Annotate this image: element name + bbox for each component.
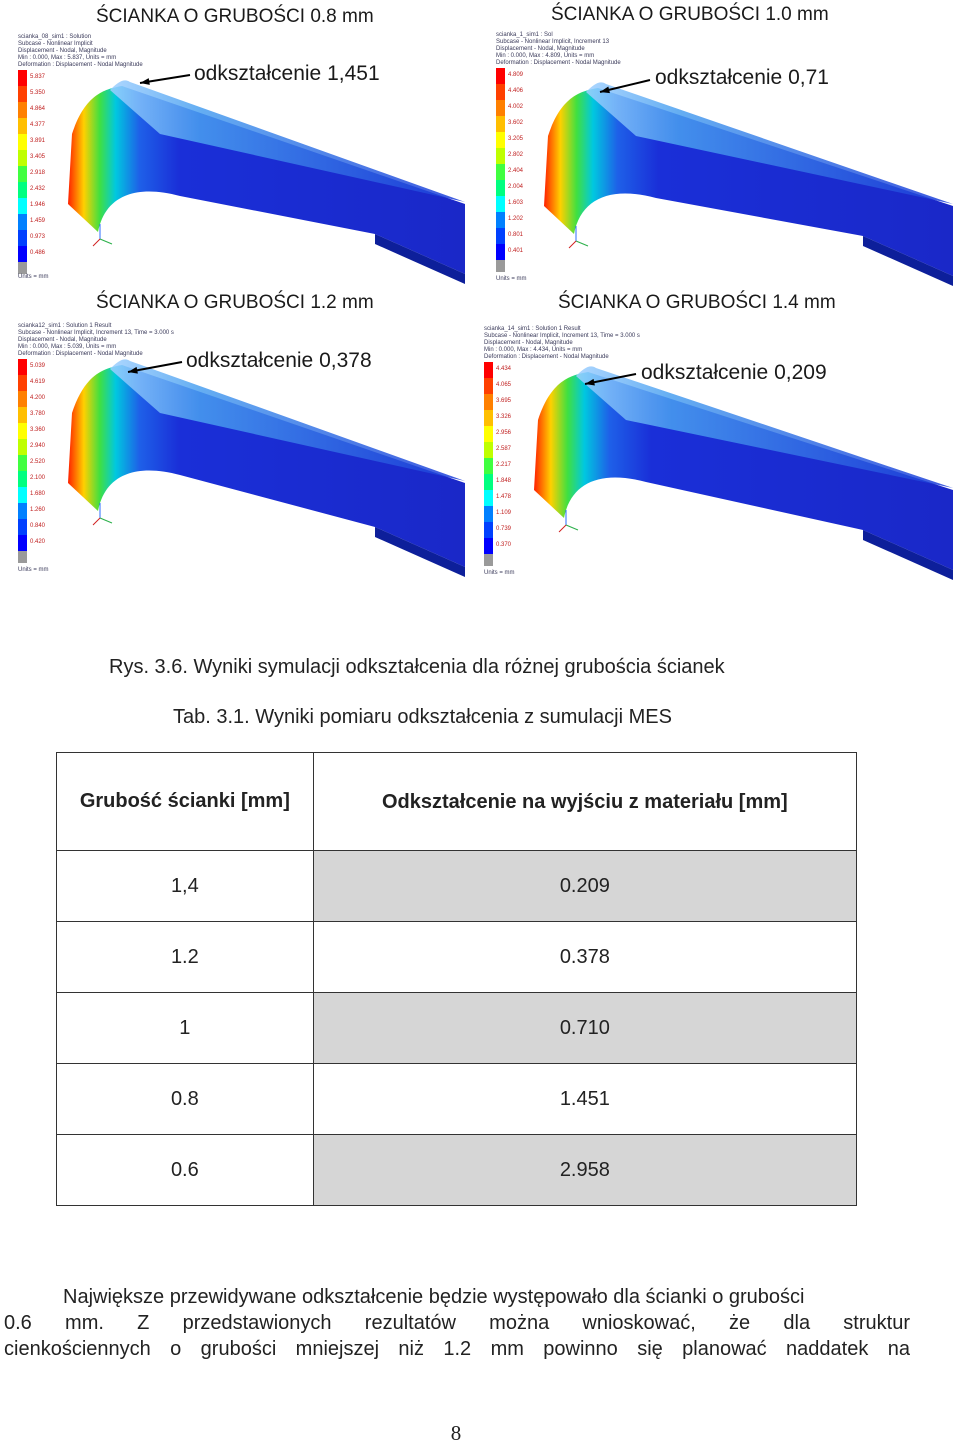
result-header-line: Min : 0.000, Max : 4.809, Units = mm: [496, 53, 595, 59]
legend-value: 0.401: [508, 248, 524, 254]
callout-12: odkształcenie 0,378: [186, 349, 372, 372]
figure-caption: Rys. 3.6. Wyniki symulacji odkształcenia dla różnej grubościa ścianek: [109, 656, 725, 678]
legend-value: 2.940: [30, 443, 46, 449]
legend-value: 4.809: [508, 72, 524, 78]
legend-value: 2.100: [30, 475, 46, 481]
legend-value: 3.205: [508, 136, 524, 142]
result-header-line: Displacement - Nodal, Magnitude: [18, 337, 107, 343]
legend-value: 2.520: [30, 459, 46, 465]
cell-thickness: 0.6: [57, 1135, 314, 1206]
result-header-line: Subcase - Nonlinear Implicit: [18, 41, 93, 47]
table-row: [57, 1064, 857, 1135]
legend-value: 1.946: [30, 202, 46, 208]
result-header-line: Deformation : Displacement - Nodal Magnitude: [18, 351, 143, 357]
page-number: 8: [450, 1421, 462, 1445]
result-header-line: scianka_14_sim1 : Solution 1 Result: [484, 326, 581, 332]
legend-value: 0.801: [508, 232, 524, 238]
result-header-line: Subcase - Nonlinear Implicit, Increment 13, Time = 3.000 s: [18, 330, 174, 336]
table-row: [57, 993, 857, 1064]
legend-value: 2.432: [30, 186, 46, 192]
units-label: Units = mm: [484, 570, 515, 576]
body-paragraph: [4, 1284, 910, 1362]
table-header-row: [57, 753, 857, 851]
legend-value: 2.918: [30, 170, 46, 176]
callout-08: odkształcenie 1,451: [194, 62, 380, 85]
result-header-line: Displacement - Nodal, Magnitude: [484, 340, 573, 346]
legend-value: 2.404: [508, 168, 524, 174]
legend-value: 2.802: [508, 152, 524, 158]
legend-value: 1.478: [496, 494, 512, 500]
legend-value: 0.486: [30, 250, 46, 256]
legend-value: 1.680: [30, 491, 46, 497]
legend-value: 2.217: [496, 462, 512, 468]
legend-value: 3.360: [30, 427, 46, 433]
legend-value: 4.406: [508, 88, 524, 94]
cell-thickness: 1,4: [57, 851, 314, 922]
figure-title-12: ŚCIANKA O GRUBOŚCI 1.2 mm: [96, 292, 374, 313]
legend-value: 3.891: [30, 138, 46, 144]
legend-value: 5.350: [30, 90, 46, 96]
units-label: Units = mm: [496, 276, 527, 282]
result-header-line: Subcase - Nonlinear Implicit, Increment 13, Time = 3.000 s: [484, 333, 640, 339]
legend-value: 4.377: [30, 122, 46, 128]
result-header-line: Min : 0.000, Max : 5.039, Units = mm: [18, 344, 117, 350]
result-header-line: Displacement - Nodal, Magnitude: [18, 48, 107, 54]
legend-value: 3.326: [496, 414, 512, 420]
legend-value: 0.973: [30, 234, 46, 240]
legend-value: 0.840: [30, 523, 46, 529]
figure-title-14: ŚCIANKA O GRUBOŚCI 1.4 mm: [558, 292, 836, 313]
legend-value: 0.420: [30, 539, 46, 545]
table-row: [57, 1135, 857, 1206]
paragraph-line: cienkościennych o grubości mniejszej niż 1.2 mm powinno się planować naddatek na: [4, 1338, 910, 1360]
result-header-line: scianka_08_sim1 : Solution: [18, 34, 92, 40]
legend-value: 3.405: [30, 154, 46, 160]
cell-thickness: 1: [57, 993, 314, 1064]
cell-thickness: 1.2: [57, 922, 314, 993]
cell-deformation: 0.209: [313, 851, 856, 922]
legend-value: 2.956: [496, 430, 512, 436]
header-deformation: Odkształcenie na wyjściu z materiału [mm]: [313, 753, 856, 851]
figure-title-10: ŚCIANKA O GRUBOŚCI 1.0 mm: [551, 4, 829, 25]
legend-value: 0.739: [496, 526, 512, 532]
cell-deformation: 0.378: [313, 922, 856, 993]
cell-deformation: 0.710: [313, 993, 856, 1064]
legend-value: 2.587: [496, 446, 512, 452]
legend-value: 2.004: [508, 184, 524, 190]
legend-value: 3.695: [496, 398, 512, 404]
legend-value: 4.434: [496, 366, 512, 372]
figure-title-08: ŚCIANKA O GRUBOŚCI 0.8 mm: [96, 6, 374, 27]
legend-value: 4.619: [30, 379, 46, 385]
result-header-line: Deformation : Displacement - Nodal Magnitude: [484, 354, 609, 360]
result-header-line: Deformation : Displacement - Nodal Magnitude: [496, 60, 621, 66]
paragraph-line: 0.6 mm. Z przedstawionych rezultatów można wnioskować, że dla struktur: [4, 1312, 910, 1334]
legend-value: 4.002: [508, 104, 524, 110]
legend-value: 3.780: [30, 411, 46, 417]
legend-value: 5.039: [30, 363, 46, 369]
legend-value: 3.602: [508, 120, 524, 126]
result-header-line: scianka_1_sim1 : Sol: [496, 32, 553, 38]
units-label: Units = mm: [18, 274, 49, 280]
paragraph-line: Największe przewidywane odkształcenie będzie występowało dla ścianki o grubości: [63, 1286, 805, 1308]
legend-value: 4.065: [496, 382, 512, 388]
legend-value: 1.848: [496, 478, 512, 484]
table-caption: Tab. 3.1. Wyniki pomiaru odkształcenia z sumulacji MES: [173, 706, 672, 728]
legend-value: 0.370: [496, 542, 512, 548]
legend-value: 1.603: [508, 200, 524, 206]
legend-value: 1.202: [508, 216, 524, 222]
table-row: [57, 851, 857, 922]
result-header-line: scianka12_sim1 : Solution 1 Result: [18, 323, 112, 329]
units-label: Units = mm: [18, 567, 49, 573]
cell-deformation: 2.958: [313, 1135, 856, 1206]
result-header-line: Subcase - Nonlinear Implicit, Increment 13: [496, 39, 610, 45]
result-header-line: Min : 0.000, Max : 5.837, Units = mm: [18, 55, 117, 61]
legend-value: 1.109: [496, 510, 512, 516]
legend-value: 1.459: [30, 218, 46, 224]
legend-value: 4.864: [30, 106, 46, 112]
cell-deformation: 1.451: [313, 1064, 856, 1135]
result-header-line: Deformation : Displacement - Nodal Magnitude: [18, 62, 143, 68]
legend-value: 1.260: [30, 507, 46, 513]
legend-value: 5.837: [30, 74, 46, 80]
legend-value: 4.200: [30, 395, 46, 401]
result-header-line: Displacement - Nodal, Magnitude: [496, 46, 585, 52]
cell-thickness: 0.8: [57, 1064, 314, 1135]
result-header-line: Min : 0.000, Max : 4.434, Units = mm: [484, 347, 583, 353]
header-thickness: Grubość ścianki [mm]: [57, 753, 314, 851]
callout-10: odkształcenie 0,71: [655, 66, 829, 89]
results-table: [56, 752, 857, 1206]
callout-14: odkształcenie 0,209: [641, 361, 827, 384]
table-row: [57, 922, 857, 993]
